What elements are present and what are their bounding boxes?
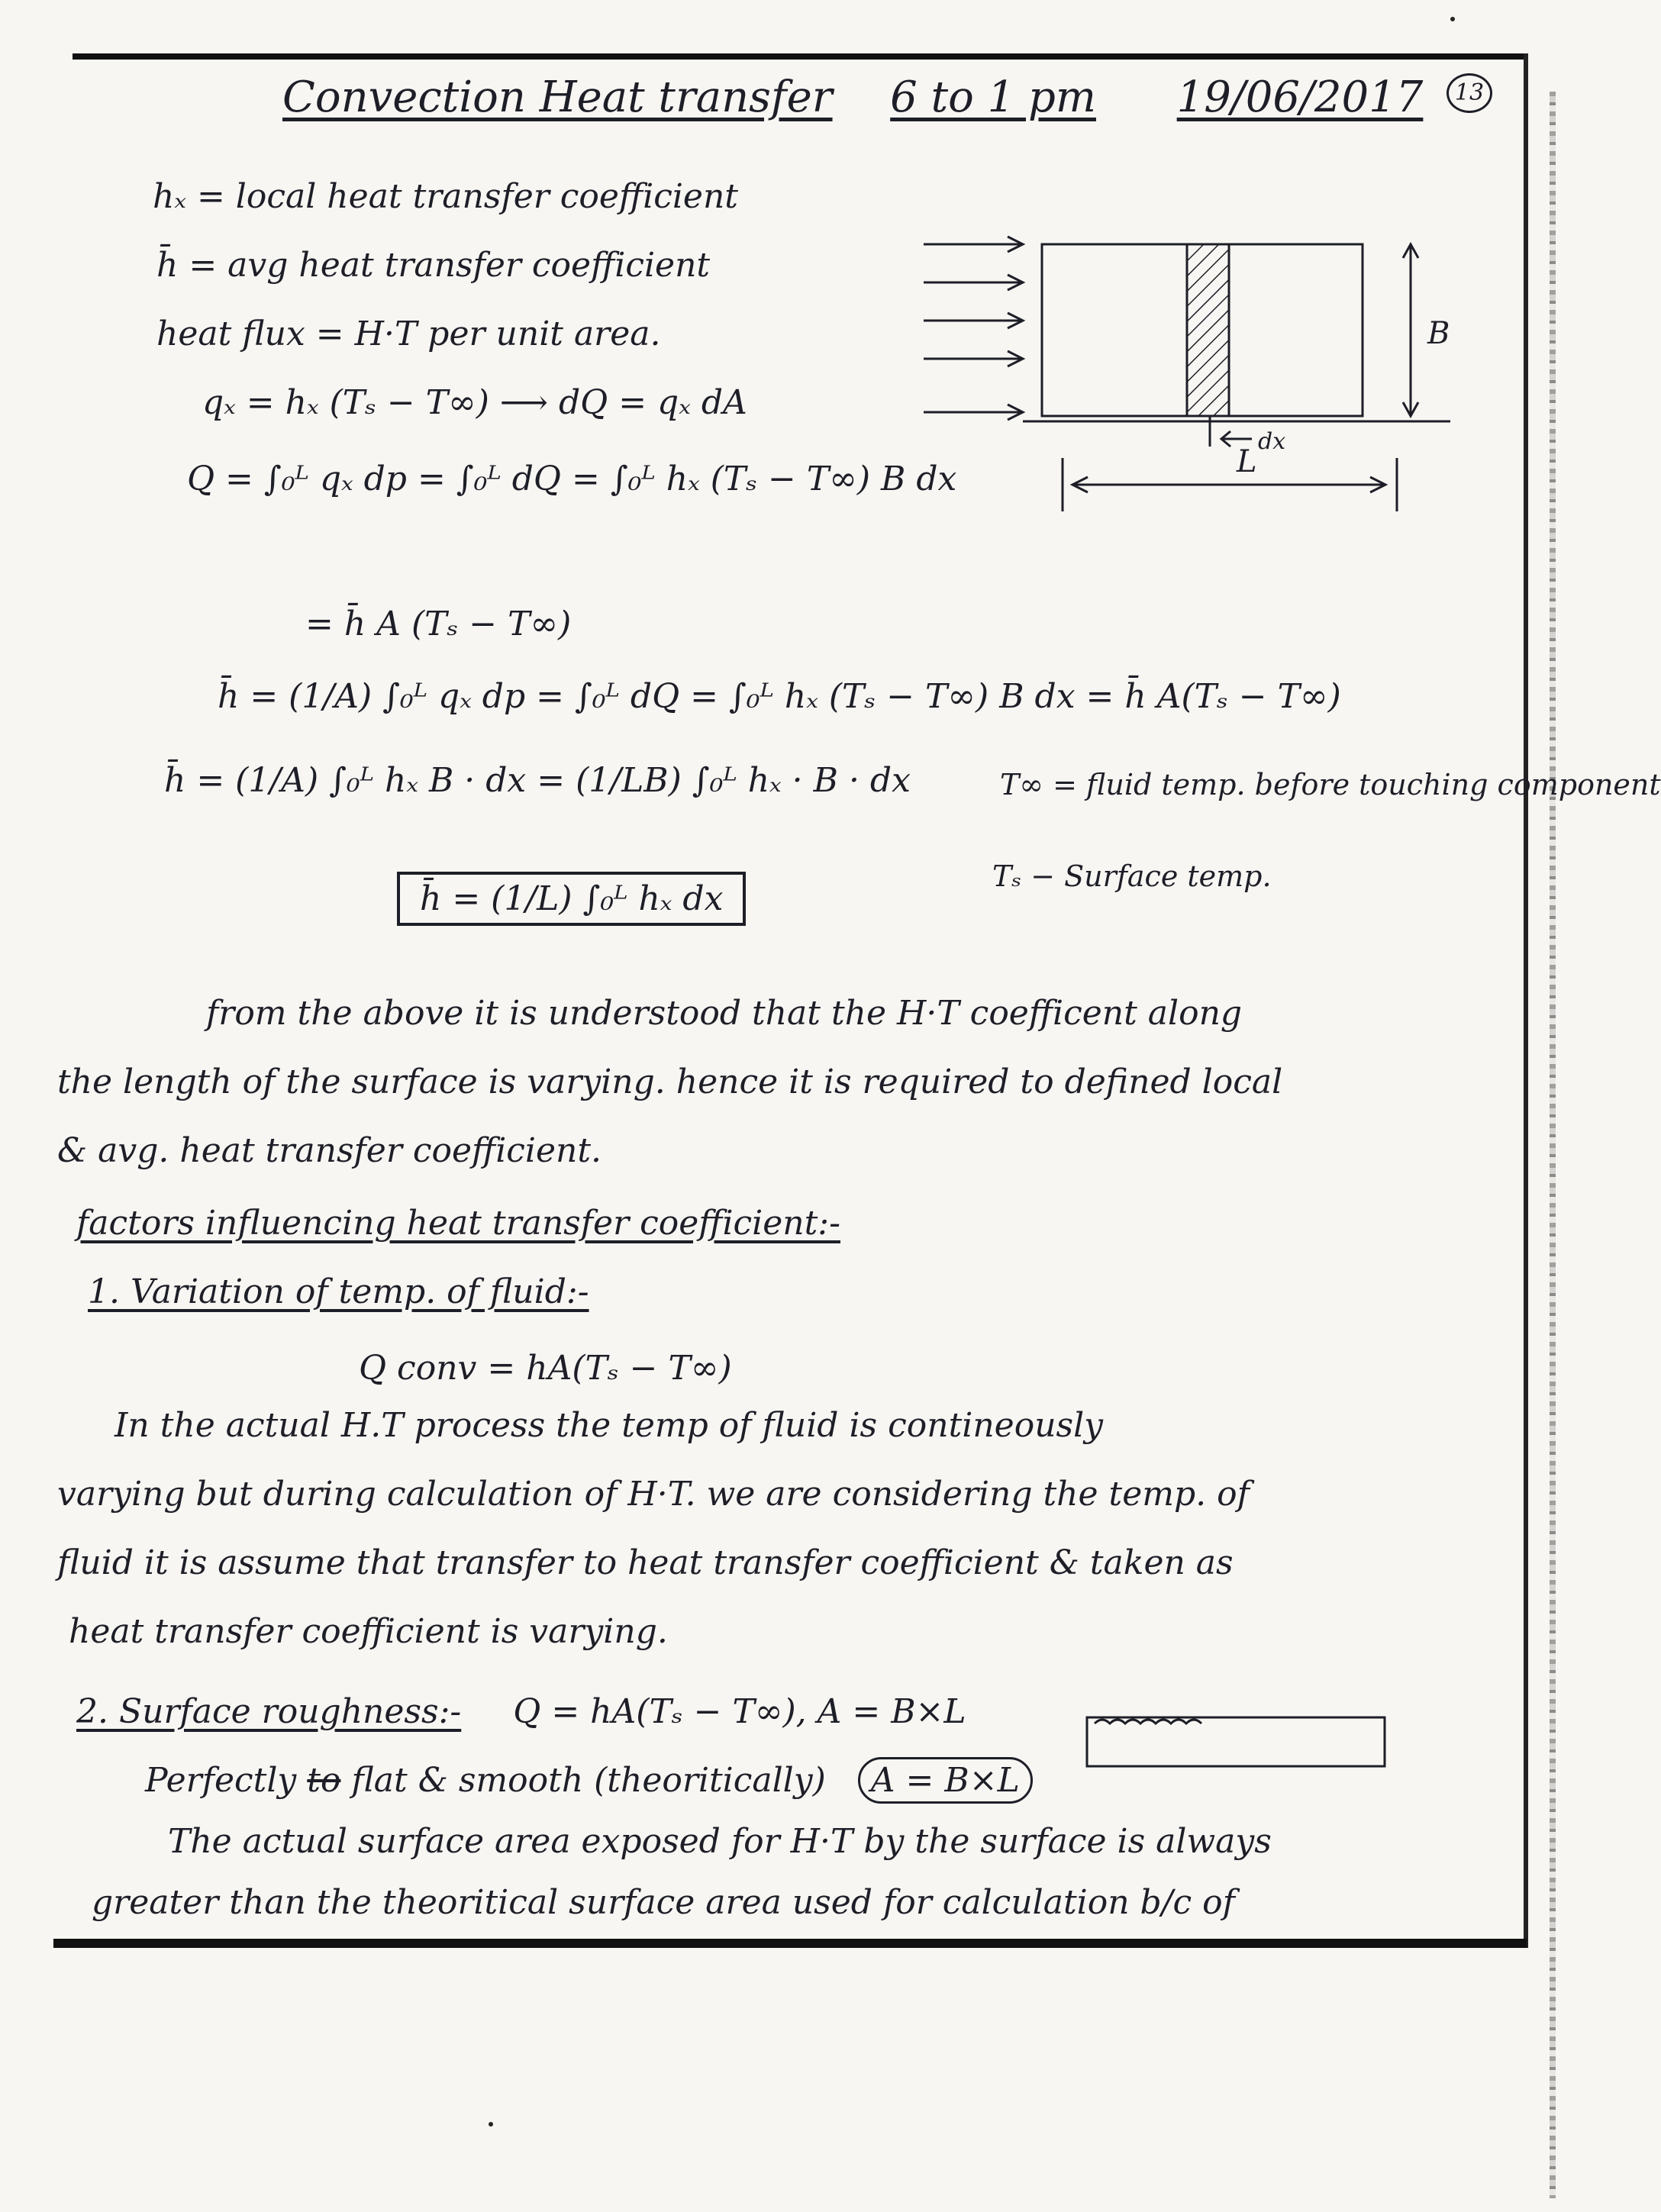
factor2-heading: 2. Surface roughness:- xyxy=(76,1692,462,1731)
length-label: L xyxy=(1237,444,1257,479)
dx-strip xyxy=(1187,244,1229,416)
scan-speck xyxy=(489,2122,493,2127)
paragraph-line: & avg. heat transfer coefficient. xyxy=(57,1131,602,1170)
bottom-rule xyxy=(53,1939,1527,1948)
factors-heading: factors influencing heat transfer coefficient:- xyxy=(76,1204,840,1243)
definition-avg-h: h̄ = avg heat transfer coefficient xyxy=(156,246,711,285)
dx-label: dx xyxy=(1258,428,1286,455)
paragraph-line: the length of the surface is varying. hence it is required to defined local xyxy=(57,1062,1283,1101)
factor2-line: greater than the theoritical surface area used for calculation b/c of xyxy=(92,1883,1235,1922)
flat-line-start: Perfectly xyxy=(145,1761,297,1800)
scan-edge xyxy=(1550,92,1556,2198)
flat-line-end: flat & smooth (theoritically) xyxy=(351,1761,826,1800)
note-fluid-temp: T∞ = fluid temp. before touching component xyxy=(1000,768,1661,801)
factor1-line: heat transfer coefficient is varying. xyxy=(69,1612,668,1651)
equation-avg-form: = h̄ A (Tₛ − T∞) xyxy=(305,605,572,643)
equation-avg-h-2: h̄ = (1/A) ∫₀ᴸ hₓ B · dx = (1/LB) ∫₀ᴸ hₓ · B · dx xyxy=(164,761,911,800)
page-title: Convection Heat transfer xyxy=(282,73,833,122)
factor2-row xyxy=(76,1691,966,1733)
equation-total-heat: Q = ∫₀ᴸ qₓ dp = ∫₀ᴸ dQ = ∫₀ᴸ hₓ (Tₛ − T∞) B dx xyxy=(187,459,957,498)
circled-area: A = B×L xyxy=(858,1757,1033,1804)
rough-surface-sketch xyxy=(1084,1710,1389,1771)
equation-local-flux: qₓ = hₓ (Tₛ − T∞) ⟶ dQ = qₓ dA xyxy=(202,383,747,422)
factor1-line: varying but during calculation of H·T. we are considering the temp. of xyxy=(57,1475,1250,1514)
boxed-equation: h̄ = (1/L) ∫₀ᴸ hₓ dx xyxy=(397,872,746,926)
factor2-flat-line xyxy=(145,1759,1033,1802)
top-rule xyxy=(73,53,1527,60)
factor2-line: The actual surface area exposed for H·T by the surface is always xyxy=(168,1822,1272,1861)
equation-avg-h-1: h̄ = (1/A) ∫₀ᴸ qₓ dp = ∫₀ᴸ dQ = ∫₀ᴸ hₓ (Tₛ − T∞) B dx = h̄ A(Tₛ − T∞) xyxy=(218,677,1341,716)
paragraph-line: from the above it is understood that the H·T coefficent along xyxy=(206,994,1243,1033)
factor1-line: fluid it is assume that transfer to heat transfer coefficient & taken as xyxy=(57,1543,1234,1582)
definition-local-h: hₓ = local heat transfer coefficient xyxy=(153,177,738,216)
factor1-line: In the actual H.T process the temp of fluid is contineously xyxy=(114,1406,1104,1445)
factor1-heading: 1. Variation of temp. of fluid:- xyxy=(88,1272,589,1311)
class-time: 6 to 1 pm xyxy=(890,73,1096,122)
header-row xyxy=(282,73,1424,122)
factor2-equation: Q = hA(Tₛ − T∞), A = B×L xyxy=(513,1692,966,1731)
flat-line-crossed: to xyxy=(307,1761,341,1800)
boxed-result xyxy=(397,878,746,921)
width-label: B xyxy=(1427,316,1450,351)
factor1-equation: Q conv = hA(Tₛ − T∞) xyxy=(359,1349,732,1388)
class-date: 19/06/2017 xyxy=(1176,73,1424,122)
page-number: 13 xyxy=(1447,73,1492,113)
right-margin-rule xyxy=(1524,53,1528,1948)
definition-heat-flux: heat flux = H·T per unit area. xyxy=(156,314,661,353)
plate-diagram xyxy=(916,229,1466,557)
scan-speck xyxy=(1450,17,1455,21)
note-surface-temp: Tₛ − Surface temp. xyxy=(992,859,1272,893)
